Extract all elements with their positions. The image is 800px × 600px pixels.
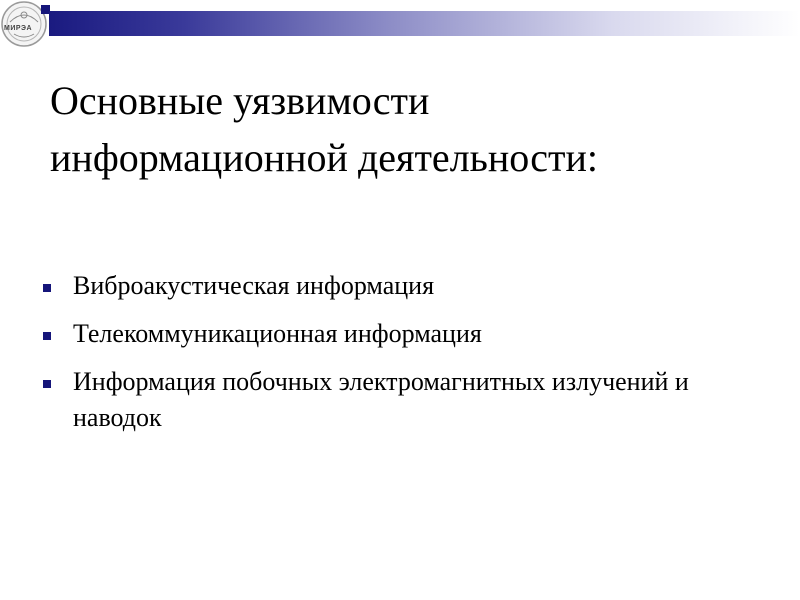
header-gradient-band [49, 11, 800, 36]
slide-title-line-1: Основные уязвимости [50, 78, 430, 123]
square-bullet-icon [43, 284, 51, 292]
bullet-item [40, 316, 760, 352]
bullet-text: Информация побочных электромагнитных излучений и наводок [73, 367, 689, 432]
bullet-item [40, 268, 760, 304]
slide-title-line-2: информационной деятельности: [50, 135, 599, 180]
slide-title [50, 72, 770, 186]
bullet-list [40, 268, 760, 448]
bullet-text: Виброакустическая информация [73, 271, 435, 300]
logo-text: МИРЭА [4, 25, 33, 32]
square-bullet-icon [43, 332, 51, 340]
bullet-text: Телекоммуникационная информация [73, 319, 482, 348]
bullet-item [40, 364, 760, 436]
square-bullet-icon [43, 380, 51, 388]
